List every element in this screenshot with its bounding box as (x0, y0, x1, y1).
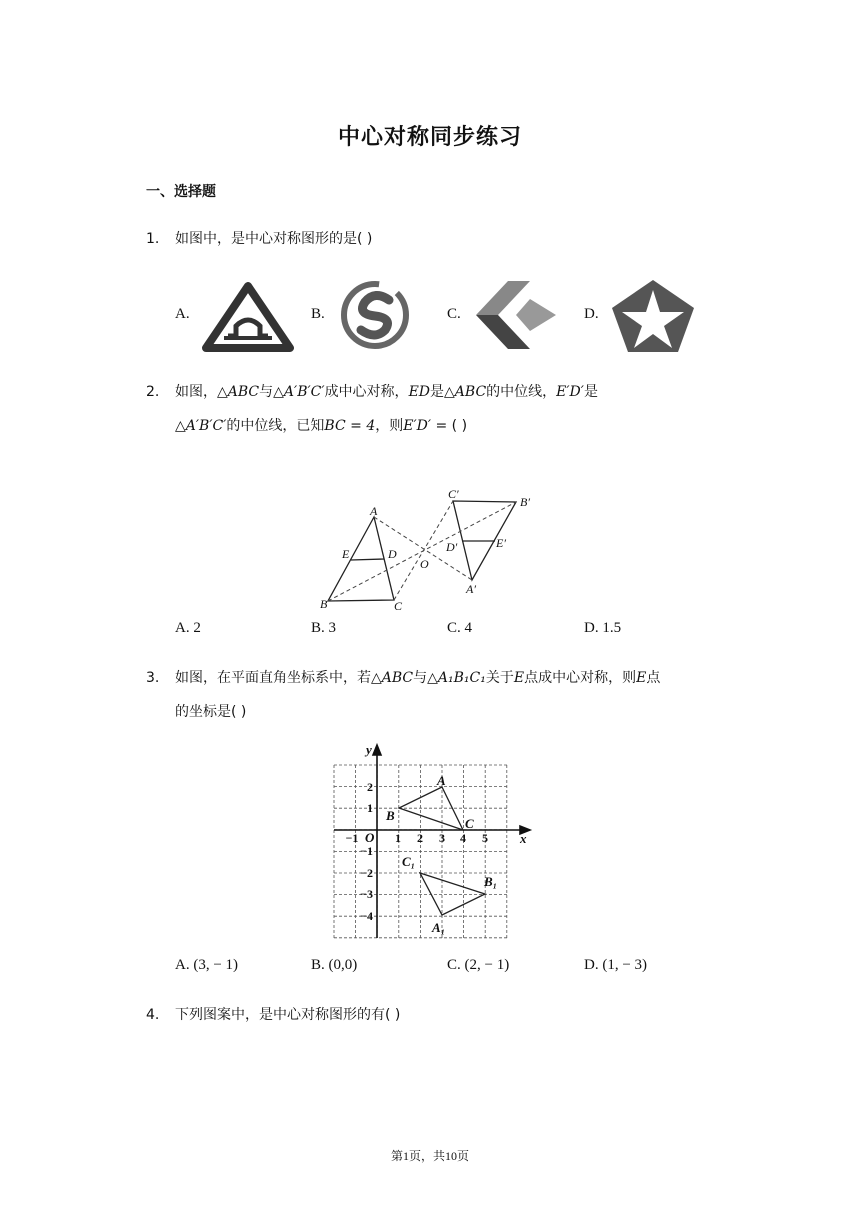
coordinate-grid-figure (326, 740, 536, 940)
label-b-prime: B′ (520, 495, 530, 509)
y-tick-label: 1 (367, 801, 373, 815)
y-tick-label: −4 (360, 909, 373, 923)
question-2-number: 2. (146, 384, 160, 400)
y-tick-label: −1 (360, 844, 373, 858)
label-c: C (394, 599, 403, 613)
question-2-line-2: △A′B′C′的中位线，已知BC = 4，则E′D′ = ( ) (175, 418, 468, 434)
q1-option-a-label: A. (175, 306, 190, 322)
y-tick-label: −2 (360, 866, 373, 880)
q3-option-d: D. (1, − 3) (584, 957, 648, 973)
label-d: D (388, 547, 397, 561)
page-footer: 第1页，共10页 (390, 1149, 469, 1163)
page-title: 中心对称同步练习 (337, 125, 522, 150)
x-tick-label: 2 (417, 831, 423, 845)
triangle-a1b1c1 (420, 873, 485, 915)
label-a1: A₁ (432, 920, 446, 935)
question-3-line-2: 的坐标是( ) (175, 704, 247, 720)
label-c-prime: C′ (448, 487, 459, 501)
q2-option-b: B. 3 (311, 620, 337, 636)
question-3-number: 3. (146, 670, 160, 686)
label-b1: B₁ (484, 874, 498, 889)
pentagon-star-icon (610, 278, 696, 354)
q3-option-c: C. (2, − 1) (447, 957, 510, 973)
origin-label: O (365, 830, 375, 845)
y-tick-label: 2 (367, 780, 373, 794)
x-tick-label: 4 (460, 831, 466, 845)
label-a: A (370, 504, 378, 518)
x-tick-label: 1 (395, 831, 401, 845)
midline-ed (351, 559, 384, 560)
warning-sign-icon (202, 282, 294, 352)
label-e-prime: E′ (496, 536, 506, 550)
q2-option-c: C. 4 (447, 620, 473, 636)
y-tick-label: −3 (360, 887, 373, 901)
label-a-prime: A′ (466, 582, 476, 596)
label-c1: C₁ (402, 854, 416, 869)
question-4-text: 下列图案中，是中心对称图形的有( ) (175, 1007, 401, 1023)
label-e: E (342, 547, 350, 561)
symmetric-triangles-figure (316, 484, 556, 614)
label-b: B (386, 808, 395, 823)
chevron-logo-icon (472, 279, 560, 351)
question-3-line-1: 如图，在平面直角坐标系中，若△ABC与△A₁B₁C₁关于E点成中心对称，则E点 (175, 670, 661, 686)
swirl-logo-icon (337, 280, 413, 350)
x-tick-label: 3 (439, 831, 445, 845)
y-axis-arrow-icon (373, 745, 381, 755)
q1-option-d-label: D. (584, 306, 599, 322)
q2-option-d: D. 1.5 (584, 620, 622, 636)
question-1-number: 1. (146, 231, 160, 247)
label-a: A (437, 773, 446, 788)
question-4-number: 4. (146, 1007, 160, 1023)
label-b: B (320, 597, 328, 611)
label-o: O (420, 557, 429, 571)
q2-option-a: A. 2 (175, 620, 201, 636)
section-heading: 一、选择题 (146, 184, 216, 200)
q1-option-b-label: B. (311, 306, 325, 322)
y-axis-label: y (366, 742, 372, 757)
label-d-prime: D′ (446, 540, 458, 554)
label-c: C (465, 816, 474, 831)
x-tick-label: −1 (345, 831, 359, 845)
q3-option-a: A. (3, − 1) (175, 957, 239, 973)
question-2-line-1: 如图，△ABC与△A′B′C′成中心对称，ED是△ABC的中位线，E′D′是 (175, 384, 598, 400)
q1-option-c-label: C. (447, 306, 461, 322)
triangle-abc (328, 517, 394, 601)
x-axis-label: x (520, 831, 527, 846)
q3-option-b: B. (0,0) (311, 957, 358, 973)
x-tick-label: 5 (482, 831, 488, 845)
question-1-text: 如图中，是中心对称图形的是( ) (175, 231, 373, 247)
